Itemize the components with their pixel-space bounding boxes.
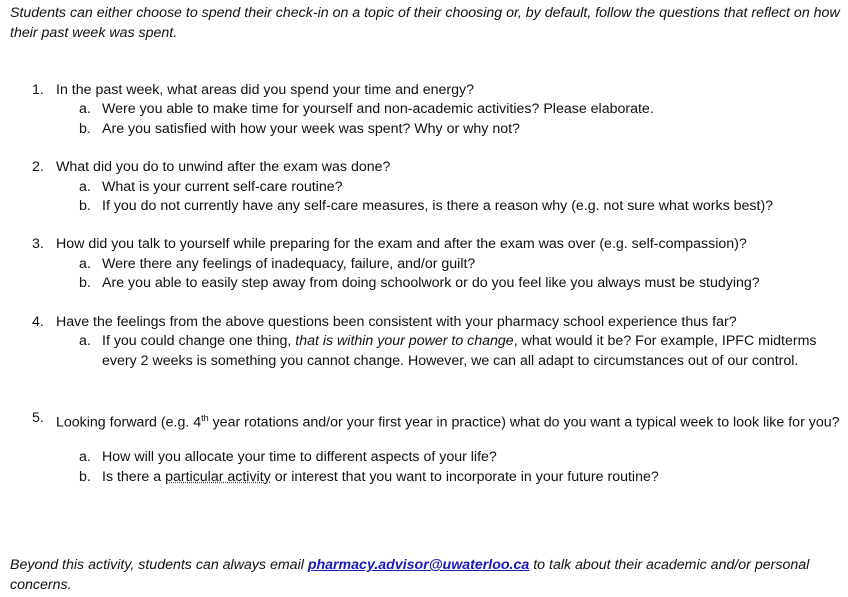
outro-text-start: Beyond this activity, students can always email: [10, 557, 308, 573]
outro-text-end: to talk about their academic and/or personal concerns.: [10, 557, 810, 593]
sub-text-end: or interest that you want to incorporate in your future routine?: [270, 469, 659, 485]
sub-letter: a.: [79, 449, 91, 465]
spellcheck-underlined-phrase: particular activity: [165, 469, 271, 485]
sub-text-start: If you could change one thing,: [102, 333, 296, 349]
question-number: 4.: [32, 314, 44, 330]
sub-text: Are you satisfied with how your week was spent? Why or why not?: [102, 121, 520, 137]
outro-paragraph: [10, 555, 840, 595]
sub-text: What is your current self-care routine?: [102, 179, 343, 195]
sub-text: Are you able to easily step away from doing schoolwork or do you feel like you always must be studying?: [102, 275, 760, 291]
question-text: In the past week, what areas did you spend your time and energy?: [56, 82, 474, 98]
sub-letter: b.: [79, 469, 91, 485]
sub-text: Were there any feelings of inadequacy, failure, and/or guilt?: [102, 256, 476, 272]
intro-paragraph: Students can either choose to spend their check-in on a topic of their choosing or, by default, follow the questions that reflect on how their past week was spent.: [10, 5, 840, 41]
sub-text: If you do not currently have any self-care measures, is there a reason why (e.g. not sure what works best)?: [102, 198, 774, 214]
advisor-email-link[interactable]: pharmacy.advisor@uwaterloo.ca: [307, 557, 530, 573]
sub-text-end: , what would it be? For example, IPFC midterms every 2 weeks is something you cannot change. However, we can all adapt to circumstances out of our control.: [102, 333, 817, 369]
sub-letter: a.: [79, 256, 91, 272]
sub-letter: a.: [79, 333, 91, 349]
question-text: [56, 409, 841, 433]
question-number: 2.: [32, 159, 44, 175]
question-text: What did you do to unwind after the exam was done?: [56, 159, 391, 175]
sub-letter: b.: [79, 121, 91, 137]
emphasized-phrase: that is within your power to change: [295, 333, 514, 349]
ordinal-suffix: th: [201, 413, 209, 423]
question-text-end: year rotations and/or your first year in practice) what do you want a typical week to look like for you?: [208, 414, 840, 431]
sub-text: How will you allocate your time to different aspects of your life?: [102, 449, 497, 465]
question-text: How did you talk to yourself while preparing for the exam and after the exam was over (e.g. self-compassion)?: [56, 236, 747, 252]
sub-text-start: Is there a: [102, 469, 166, 485]
sub-text: [102, 332, 842, 371]
question-number: 1.: [32, 82, 44, 98]
sub-letter: a.: [79, 179, 91, 195]
question-number: 5.: [32, 410, 44, 426]
question-number: 3.: [32, 236, 44, 252]
sub-text: Were you able to make time for yourself and non-academic activities? Please elaborate.: [102, 101, 654, 117]
sub-letter: b.: [79, 198, 91, 214]
sub-letter: b.: [79, 275, 91, 291]
sub-letter: a.: [79, 101, 91, 117]
sub-text: [102, 468, 842, 488]
question-text-start: Looking forward (e.g. 4: [56, 414, 202, 431]
question-text: Have the feelings from the above questions been consistent with your pharmacy school experience thus far?: [56, 314, 737, 330]
